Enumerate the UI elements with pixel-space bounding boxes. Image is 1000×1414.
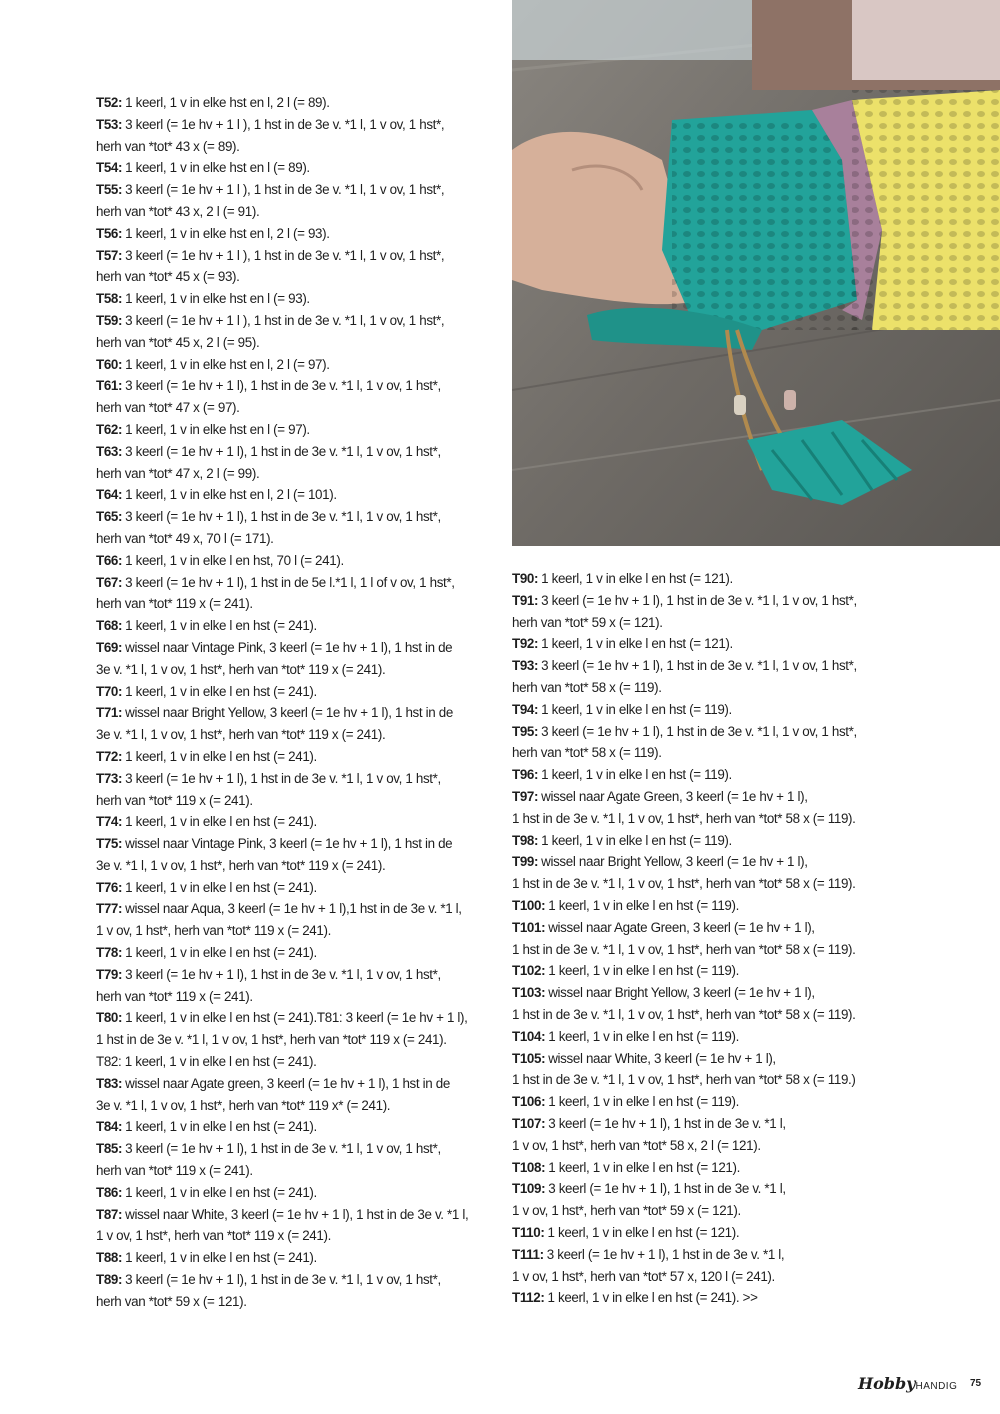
row-label: T106: [512,1094,546,1110]
row-label: T103: [512,985,546,1001]
row-label: T85: [96,1141,123,1157]
pattern-row [512,1113,884,1157]
row-text: 3 keerl (= 1e hv + 1 l), 1 hst in de 3e v. *1 l, 1 v ov, 1 hst*, [541,723,857,739]
pattern-row [96,354,481,376]
row-label: T72: [96,748,123,764]
row-label: T76: [96,879,123,895]
pattern-row [96,484,481,506]
pattern-row [96,550,481,572]
row-text: wissel naar Vintage Pink, 3 keerl (= 1e hv + 1 l), 1 hst in de [125,639,453,655]
row-label: T87: [96,1206,123,1222]
pattern-row [96,1138,481,1182]
row-label: T69: [96,639,123,655]
row-text: 3 keerl (= 1e hv + 1 l), 1 hst in de 5e l.*1 l, 1 l of v ov, 1 hst*, [125,574,455,590]
pattern-row [96,288,481,310]
row-label: T67: [96,574,123,590]
row-label: T105: [512,1050,546,1066]
pattern-row [96,572,481,616]
row-label: T71: [96,705,123,721]
row-text: herh van *tot* 119 x (= 241). [96,792,253,808]
row-text: 1 keerl, 1 v in elke hst en l, 2 l (= 101). [125,487,337,503]
row-label: T61: [96,378,123,394]
row-text: 1 keerl, 1 v in elke l en hst (= 241). >> [547,1290,758,1306]
row-text: 1 keerl, 1 v in elke hst en l, 2 l (= 93). [125,225,330,241]
row-text: 1 keerl, 1 v in elke l en hst (= 121). [541,571,733,586]
row-text: 3e v. *1 l, 1 v ov, 1 hst*, herh van *tot* 119 x (= 241). [96,727,386,743]
pattern-row [512,982,884,1026]
pattern-column-right [512,568,884,1309]
row-text: herh van *tot* 119 x (= 241). [96,988,253,1004]
pattern-row [96,179,481,223]
row-text: 1 keerl, 1 v in elke l en hst (= 119). [548,1094,739,1110]
row-text: 1 keerl, 1 v in elke hst en l, 2 l (= 97). [125,356,330,372]
row-text: 3 keerl (= 1e hv + 1 l ), 1 hst in de 3e v. *1 l, 1 v ov, 1 hst*, [125,247,445,263]
row-text: 1 v ov, 1 hst*, herh van *tot* 119 x (= 241). [96,923,331,939]
row-text: 1 keerl, 1 v in elke l en hst (= 119). [541,701,732,717]
row-text: wissel naar White, 3 keerl (= 1e hv + 1 l), 1 hst in de 3e v. *1 l, [125,1206,469,1222]
row-label: T60: [96,356,123,372]
pattern-row [96,615,481,637]
row-text: 3 keerl (= 1e hv + 1 l ), 1 hst in de 3e v. *1 l, 1 v ov, 1 hst*, [125,116,445,132]
pattern-row [96,681,481,703]
row-text: wissel naar Aqua, 3 keerl (= 1e hv + 1 l),1 hst in de 3e v. *1 l, [125,901,462,917]
row-text: wissel naar Bright Yellow, 3 keerl (= 1e hv + 1 l), [548,985,815,1001]
row-text: 1 keerl, 1 v in elke l en hst (= 121). [547,1224,740,1240]
row-label: T74: [96,814,123,830]
row-label: T65: [96,509,123,525]
pattern-row [96,1182,481,1204]
row-text: wissel naar Agate green, 3 keerl (= 1e hv + 1 l), 1 hst in de [125,1075,450,1091]
pattern-row [96,702,481,746]
row-text: wissel naar Agate Green, 3 keerl (= 1e hv + 1 l), [541,788,808,804]
row-text: 1 keerl, 1 v in elke l en hst (= 119). [548,963,739,979]
product-photo [512,0,1000,546]
row-label: T108: [512,1159,546,1175]
row-label: T55: [96,182,123,198]
pattern-row [512,633,884,655]
row-label: T112: [512,1290,545,1306]
row-text: 3e v. *1 l, 1 v ov, 1 hst*, herh van *tot* 119 x (= 241). [96,661,386,677]
row-text: 1 keerl, 1 v in elke l en hst (= 119). [548,1028,739,1044]
pattern-row [96,375,481,419]
pattern-row [512,786,884,830]
pattern-row [96,157,481,179]
pattern-row [512,895,884,917]
pattern-row [96,898,481,942]
row-label: T95: [512,723,539,739]
pattern-row [96,1247,481,1269]
row-label: T73: [96,770,123,786]
pattern-row [96,768,481,812]
row-text: wissel naar Bright Yellow, 3 keerl (= 1e hv + 1 l), 1 hst in de [125,705,453,721]
row-text: 3 keerl (= 1e hv + 1 l ), 1 hst in de 3e v. *1 l, 1 v ov, 1 hst*, [125,312,445,328]
crochet-cuff-photo [512,0,1000,546]
pattern-row [96,114,481,158]
pattern-row [512,1287,884,1309]
pattern-row [96,746,481,768]
pattern-row [512,1222,884,1244]
row-text: 1 keerl, 1 v in elke l en hst (= 119). [548,897,739,913]
row-text: 1 keerl, 1 v in elke l en hst (= 241).T81: 3 keerl (= 1e hv + 1 l), [125,1010,468,1026]
row-text: herh van *tot* 47 x, 2 l (= 99). [96,465,260,481]
pattern-row [96,419,481,441]
row-text: 1 keerl, 1 v in elke hst en l (= 89). [125,160,310,176]
row-label: T94: [512,701,539,717]
row-label: T96: [512,767,539,783]
pattern-row [512,568,884,590]
pattern-row [512,1026,884,1048]
row-text: 3 keerl (= 1e hv + 1 l), 1 hst in de 3e v. *1 l, 1 v ov, 1 hst*, [125,1272,441,1288]
row-text: 1 hst in de 3e v. *1 l, 1 v ov, 1 hst*, herh van *tot* 58 x (= 119). [512,810,856,826]
logo-sub: HANDIG [915,1381,958,1392]
row-text: herh van *tot* 59 x (= 121). [96,1293,247,1309]
row-label: T79: [96,966,123,982]
row-label: T83: [96,1075,123,1091]
row-label: T66: [96,552,123,568]
row-text: 1 keerl, 1 v in elke l en hst (= 241). [125,618,317,634]
row-text: 3 keerl (= 1e hv + 1 l), 1 hst in de 3e v. *1 l, 1 v ov, 1 hst*, [125,1141,441,1157]
row-label: T52: [96,95,123,110]
row-text: 1 keerl, 1 v in elke hst en l (= 93). [125,291,310,307]
row-text: 1 keerl, 1 v in elke l en hst (= 119). [541,767,732,783]
row-text: 1 hst in de 3e v. *1 l, 1 v ov, 1 hst*, herh van *tot* 119 x (= 241). [96,1032,447,1048]
row-text: herh van *tot* 45 x (= 93). [96,269,240,285]
row-text: 3 keerl (= 1e hv + 1 l), 1 hst in de 3e v. *1 l, 1 v ov, 1 hst*, [125,378,441,394]
row-text: 3e v. *1 l, 1 v ov, 1 hst*, herh van *tot* 119 x* (= 241). [96,1097,391,1113]
row-label: T58: [96,291,123,307]
row-label: T93: [512,658,539,674]
row-text: wissel naar Vintage Pink, 3 keerl (= 1e hv + 1 l), 1 hst in de [125,836,453,852]
row-label: T90: [512,571,539,586]
pattern-row [96,92,481,114]
row-text: 1 keerl, 1 v in elke l en hst (= 241). [125,1184,317,1200]
row-text: herh van *tot* 119 x (= 241). [96,1163,253,1179]
row-text: 1 keerl, 1 v in elke l en hst (= 121). [548,1159,740,1175]
row-text: 1 keerl, 1 v in elke l en hst (= 241). [125,1119,317,1135]
row-text: 1 keerl, 1 v in elke l en hst (= 121). [541,636,733,652]
row-text: herh van *tot* 45 x, 2 l (= 95). [96,334,260,350]
pattern-row [512,1178,884,1222]
row-text: herh van *tot* 49 x, 70 l (= 171). [96,530,274,546]
row-label: T62: [96,421,123,437]
logo-brand: Hobby [858,1374,916,1393]
row-text: 1 keerl, 1 v in elke l en hst (= 241). [125,879,317,895]
pattern-row [96,506,481,550]
pattern-row [512,851,884,895]
row-text: 1 keerl, 1 v in elke l en hst, 70 l (= 241). [125,552,344,568]
row-label: T89: [96,1272,123,1288]
row-label: T59: [96,312,123,328]
row-label: T63: [96,443,123,459]
magazine-logo [858,1374,957,1393]
pattern-row [96,1204,481,1248]
pattern-column-left [96,92,481,1313]
row-label: T86: [96,1184,123,1200]
row-label: T101: [512,919,546,935]
pattern-row [512,917,884,961]
row-text: 1 keerl, 1 v in elke hst en l, 2 l (= 89). [125,95,330,110]
row-text: 1 keerl, 1 v in elke l en hst (= 241). [125,945,317,961]
row-text: 1 v ov, 1 hst*, herh van *tot* 57 x, 120 l (= 241). [512,1268,775,1284]
row-label: T88: [96,1250,123,1266]
row-text: 1 hst in de 3e v. *1 l, 1 v ov, 1 hst*, herh van *tot* 58 x (= 119). [512,1006,856,1022]
pattern-row [96,223,481,245]
row-label: T54: [96,160,123,176]
pattern-row [512,960,884,982]
row-text: 3 keerl (= 1e hv + 1 l ), 1 hst in de 3e v. *1 l, 1 v ov, 1 hst*, [125,182,445,198]
pattern-row [96,1073,481,1117]
pattern-row [96,811,481,833]
row-label: T53: [96,116,123,132]
pattern-row [512,1157,884,1179]
row-text: 3e v. *1 l, 1 v ov, 1 hst*, herh van *tot* 119 x (= 241). [96,857,386,873]
row-text: herh van *tot* 43 x (= 89). [96,138,240,154]
row-label: T68: [96,618,123,634]
row-label: T102: [512,963,546,979]
row-label: T111: [512,1246,544,1262]
row-text: 1 keerl, 1 v in elke l en hst (= 241). [125,683,317,699]
pattern-row [96,1007,481,1072]
row-text: 1 keerl, 1 v in elke hst en l (= 97). [125,421,310,437]
row-text: 1 keerl, 1 v in elke l en hst (= 241). [125,814,317,830]
row-label: T107: [512,1115,546,1131]
row-text: 3 keerl (= 1e hv + 1 l), 1 hst in de 3e v. *1 l, 1 v ov, 1 hst*, [125,770,441,786]
pattern-row [512,830,884,852]
row-text: 1 v ov, 1 hst*, herh van *tot* 59 x (= 121). [512,1203,741,1219]
pattern-row [96,964,481,1008]
row-text: 3 keerl (= 1e hv + 1 l), 1 hst in de 3e v. *1 l, 1 v ov, 1 hst*, [541,658,857,674]
row-label: T92: [512,636,539,652]
row-label: T78: [96,945,123,961]
row-text: 3 keerl (= 1e hv + 1 l), 1 hst in de 3e v. *1 l, 1 v ov, 1 hst*, [541,592,857,608]
row-text: wissel naar White, 3 keerl (= 1e hv + 1 l), [548,1050,776,1066]
row-label: T56: [96,225,123,241]
row-text: 1 keerl, 1 v in elke l en hst (= 241). [125,748,317,764]
pattern-row [512,699,884,721]
row-label: T104: [512,1028,546,1044]
row-text: 1 hst in de 3e v. *1 l, 1 v ov, 1 hst*, herh van *tot* 58 x (= 119.) [512,1072,856,1088]
page-number: 75 [970,1378,982,1389]
row-text: 3 keerl (= 1e hv + 1 l), 1 hst in de 3e v. *1 l, [548,1115,786,1131]
pattern-row [96,833,481,877]
row-text: 1 hst in de 3e v. *1 l, 1 v ov, 1 hst*, herh van *tot* 58 x (= 119). [512,876,856,892]
row-text: 1 v ov, 1 hst*, herh van *tot* 119 x (= 241). [96,1228,331,1244]
row-label: T75: [96,836,123,852]
pattern-row [512,764,884,786]
row-text: herh van *tot* 59 x (= 121). [512,614,663,630]
row-label: T110: [512,1224,545,1240]
pattern-row [512,590,884,634]
pattern-row [512,1048,884,1092]
row-label: T57: [96,247,123,263]
row-text: herh van *tot* 58 x (= 119). [512,745,662,761]
row-label: T98: [512,832,539,848]
row-label: T91: [512,592,539,608]
row-label: T99: [512,854,539,870]
row-label: T64: [96,487,123,503]
pattern-row [512,1244,884,1288]
row-text: wissel naar Bright Yellow, 3 keerl (= 1e hv + 1 l), [541,854,808,870]
pattern-row [96,310,481,354]
row-label: T100: [512,897,546,913]
row-text: herh van *tot* 119 x (= 241). [96,596,253,612]
pattern-row [512,1091,884,1113]
pattern-row [96,441,481,485]
pattern-row [96,1269,481,1313]
row-text: 3 keerl (= 1e hv + 1 l), 1 hst in de 3e v. *1 l, [546,1246,785,1262]
row-text: 1 hst in de 3e v. *1 l, 1 v ov, 1 hst*, herh van *tot* 58 x (= 119). [512,941,856,957]
row-text: wissel naar Agate Green, 3 keerl (= 1e hv + 1 l), [548,919,815,935]
row-text: 3 keerl (= 1e hv + 1 l), 1 hst in de 3e v. *1 l, [548,1181,786,1197]
row-text: 3 keerl (= 1e hv + 1 l), 1 hst in de 3e v. *1 l, 1 v ov, 1 hst*, [125,509,441,525]
row-text: 3 keerl (= 1e hv + 1 l), 1 hst in de 3e v. *1 l, 1 v ov, 1 hst*, [125,443,441,459]
pattern-row [96,245,481,289]
row-text: herh van *tot* 58 x (= 119). [512,679,662,695]
pattern-row [96,1116,481,1138]
row-text: herh van *tot* 43 x, 2 l (= 91). [96,203,260,219]
pattern-row [512,721,884,765]
row-label: T80: [96,1010,123,1026]
row-label: T84: [96,1119,123,1135]
row-text: 1 v ov, 1 hst*, herh van *tot* 58 x, 2 l (= 121). [512,1137,761,1153]
pattern-row [96,877,481,899]
row-label: T109: [512,1181,546,1197]
pattern-row [96,942,481,964]
pattern-row [96,637,481,681]
row-text: herh van *tot* 47 x (= 97). [96,400,240,416]
row-label: T97: [512,788,539,804]
pattern-row [512,655,884,699]
row-label: T70: [96,683,123,699]
row-text: 1 keerl, 1 v in elke l en hst (= 241). [125,1250,317,1266]
row-label: T77: [96,901,123,917]
row-text: 1 keerl, 1 v in elke l en hst (= 119). [541,832,732,848]
row-text: T82: 1 keerl, 1 v in elke l en hst (= 241). [96,1054,317,1070]
row-text: 3 keerl (= 1e hv + 1 l), 1 hst in de 3e v. *1 l, 1 v ov, 1 hst*, [125,966,441,982]
